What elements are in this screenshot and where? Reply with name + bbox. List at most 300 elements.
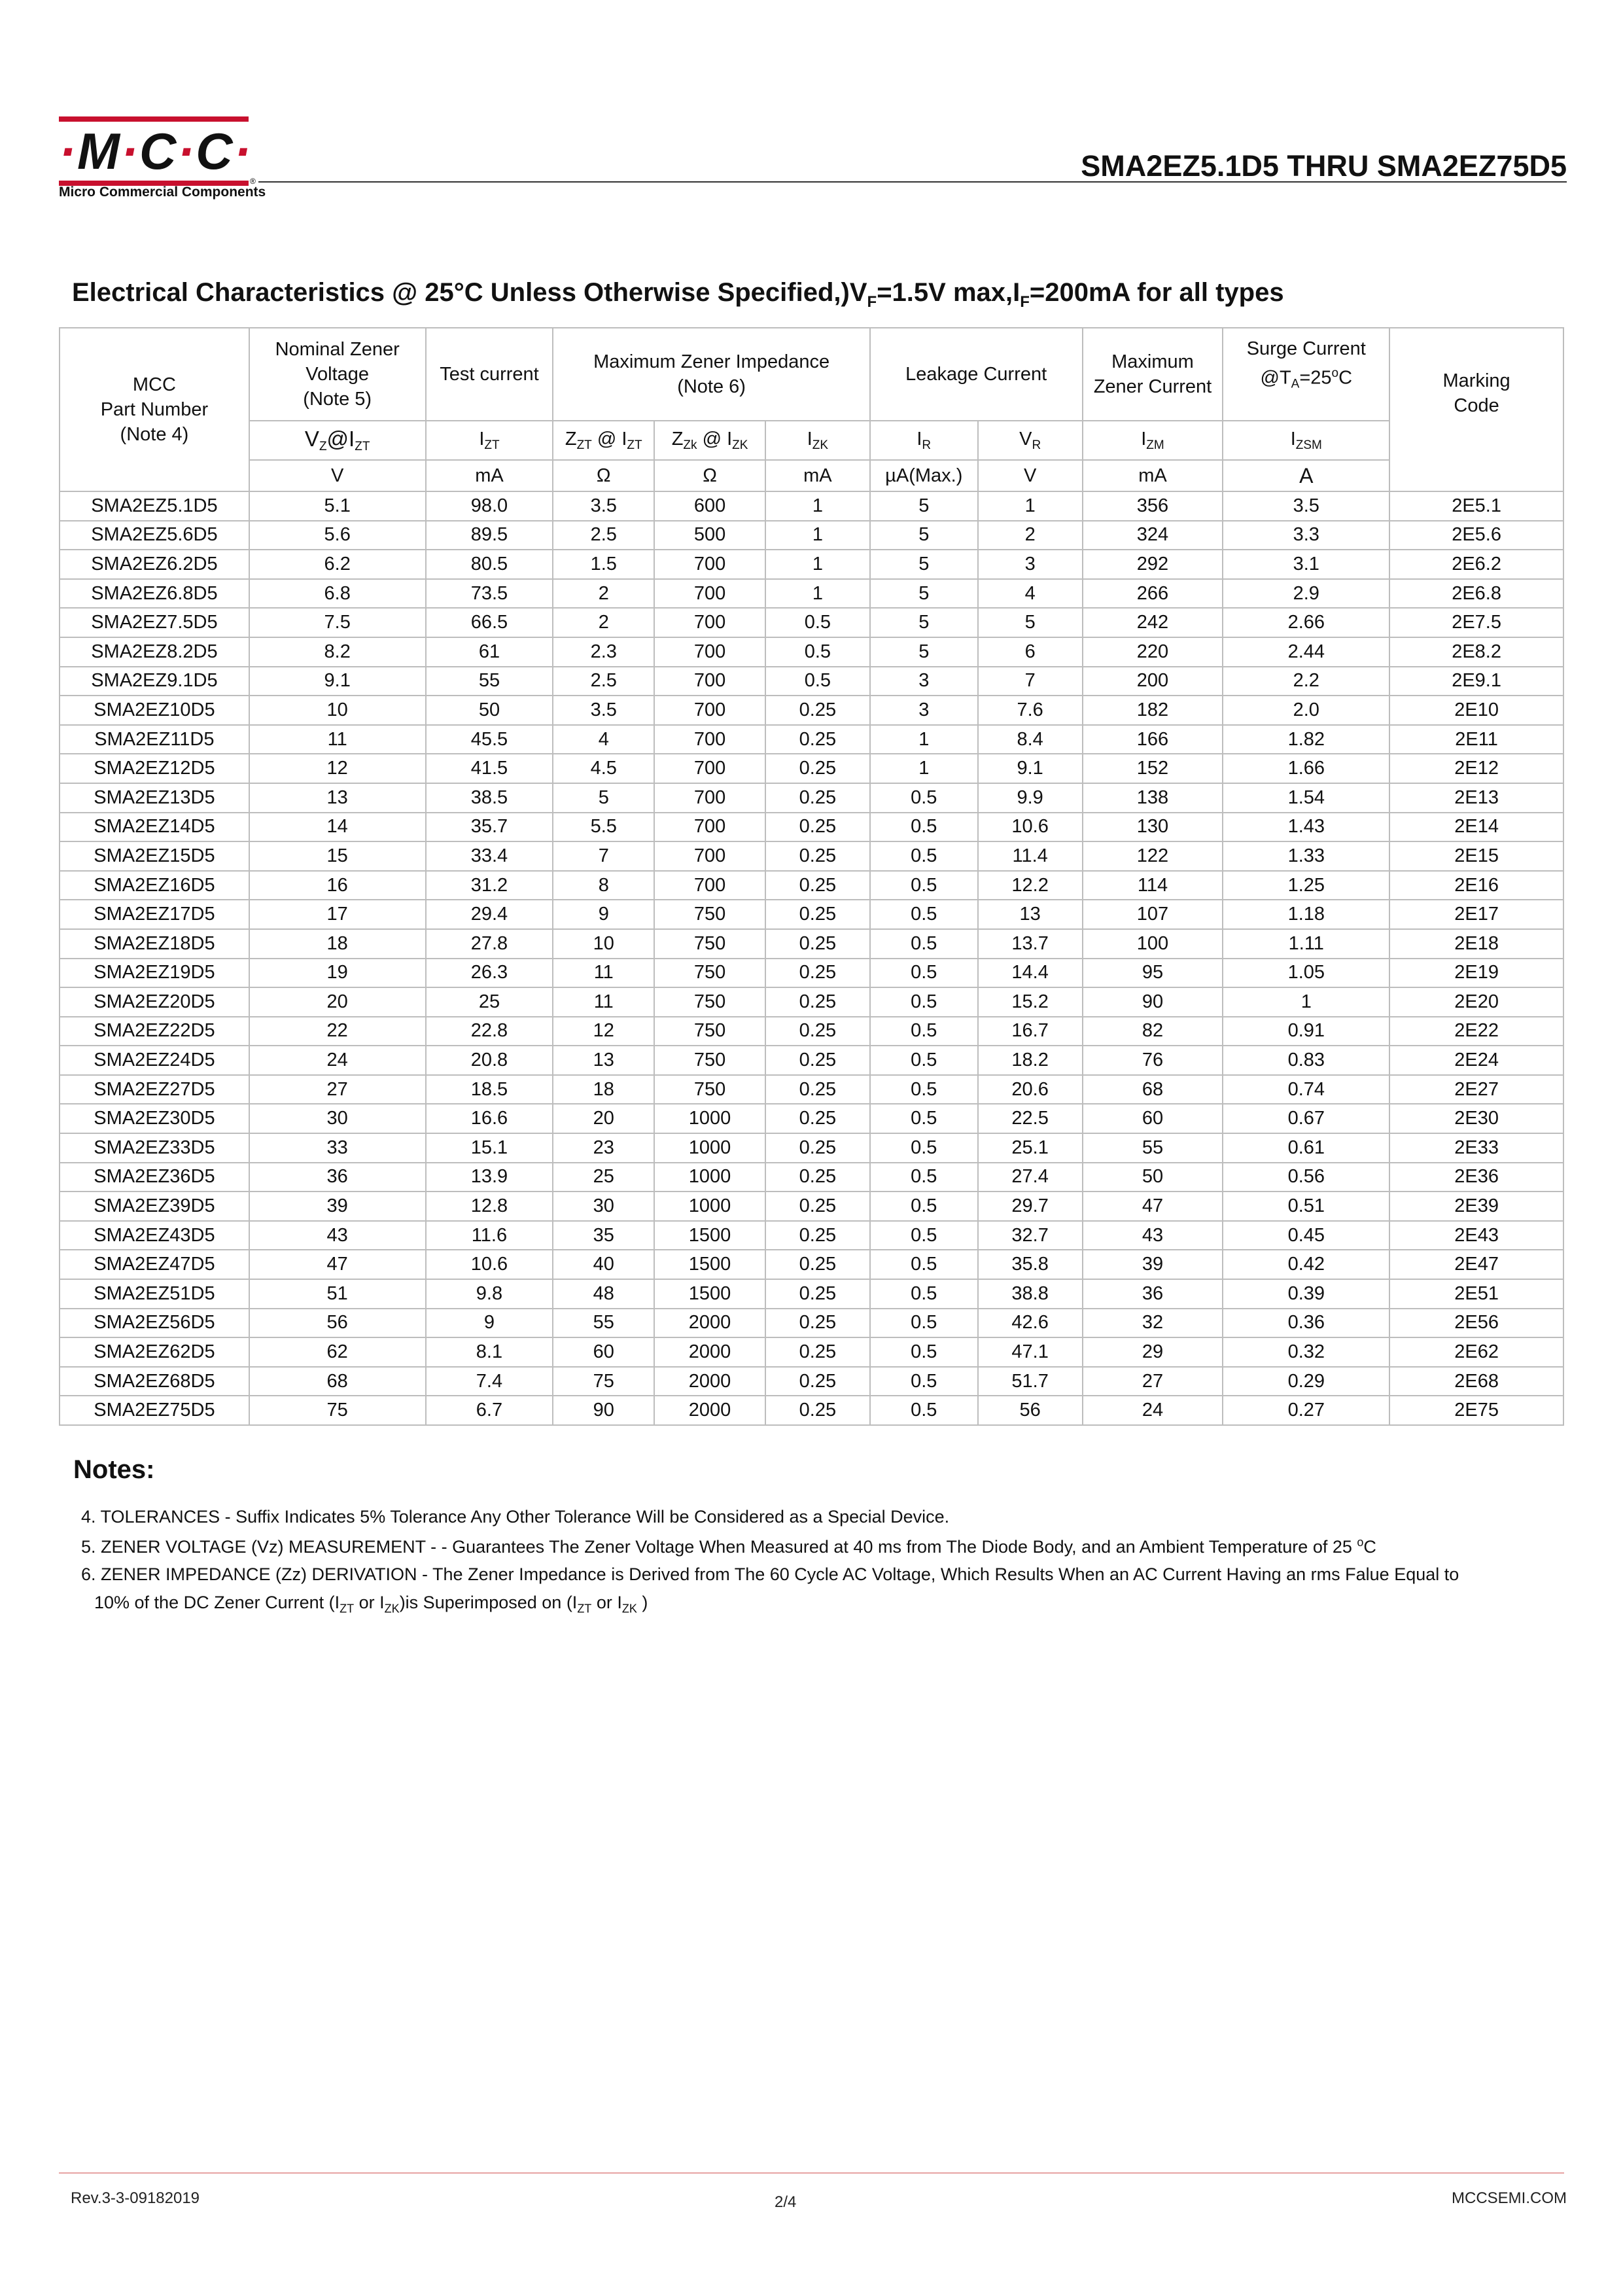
cell-ir: 0.5 (870, 1075, 978, 1104)
cell-izm: 68 (1083, 1075, 1223, 1104)
cell-vr: 27.4 (978, 1163, 1083, 1192)
cell-zzk: 750 (654, 1075, 765, 1104)
cell-zzk: 500 (654, 521, 765, 550)
cell-izsm: 0.51 (1223, 1192, 1389, 1221)
cell-izsm: 1.25 (1223, 871, 1389, 900)
cell-zzt: 30 (553, 1192, 654, 1221)
cell-izsm: 1.11 (1223, 929, 1389, 959)
cell-ir: 5 (870, 550, 978, 579)
notes-title: Notes: (73, 1455, 155, 1484)
cell-vr: 8.4 (978, 725, 1083, 754)
table-row (60, 579, 1563, 609)
cell-marking-code: 2E9.1 (1389, 667, 1563, 696)
cell-ir: 0.5 (870, 1309, 978, 1338)
table-row (60, 696, 1563, 725)
cell-marking-code: 2E14 (1389, 813, 1563, 842)
cell-part-number: SMA2EZ19D5 (60, 959, 249, 988)
cell-izk: 0.25 (765, 1337, 870, 1367)
cell-zzt: 20 (553, 1104, 654, 1133)
cell-izsm: 0.42 (1223, 1250, 1389, 1279)
cell-izm: 43 (1083, 1221, 1223, 1250)
cell-izk: 0.25 (765, 696, 870, 725)
cell-ir: 0.5 (870, 1250, 978, 1279)
cell-izk: 0.25 (765, 1250, 870, 1279)
cell-izk: 0.25 (765, 1017, 870, 1046)
footer-rule (59, 2172, 1564, 2174)
cell-zzt: 2.5 (553, 521, 654, 550)
cell-izsm: 1.33 (1223, 841, 1389, 871)
cell-izm: 242 (1083, 608, 1223, 637)
cell-izk: 0.25 (765, 929, 870, 959)
cell-part-number: SMA2EZ56D5 (60, 1309, 249, 1338)
cell-izt: 29.4 (426, 900, 553, 929)
cell-zzk: 750 (654, 959, 765, 988)
table-row (60, 1221, 1563, 1250)
note-6: 6. ZENER IMPEDANCE (Zz) DERIVATION - The Zener Impedance is Derived from The 60 Cycle AC Voltage, Which Results When an AC Current Having an rms Falue Equal to (81, 1564, 1459, 1584)
cell-izk: 0.25 (765, 754, 870, 783)
cell-zzk: 700 (654, 667, 765, 696)
page-number: 2/4 (775, 2193, 797, 2211)
cell-marking-code: 2E47 (1389, 1250, 1563, 1279)
cell-marking-code: 2E11 (1389, 725, 1563, 754)
registered-mark: ® (250, 177, 256, 186)
table-row (60, 871, 1563, 900)
cell-marking-code: 2E18 (1389, 929, 1563, 959)
cell-vz: 51 (249, 1279, 426, 1309)
cell-part-number: SMA2EZ33D5 (60, 1133, 249, 1163)
cell-vz: 18 (249, 929, 426, 959)
cell-vz: 39 (249, 1192, 426, 1221)
cell-izk: 1 (765, 521, 870, 550)
cell-part-number: SMA2EZ75D5 (60, 1396, 249, 1425)
table-row (60, 841, 1563, 871)
cell-izm: 182 (1083, 696, 1223, 725)
cell-marking-code: 2E36 (1389, 1163, 1563, 1192)
cell-part-number: SMA2EZ5.1D5 (60, 491, 249, 521)
cell-zzk: 700 (654, 579, 765, 609)
cell-izk: 0.25 (765, 1221, 870, 1250)
cell-izt: 25 (426, 987, 553, 1017)
cell-zzt: 60 (553, 1337, 654, 1367)
cell-vr: 3 (978, 550, 1083, 579)
cell-marking-code: 2E5.6 (1389, 521, 1563, 550)
cell-izt: 31.2 (426, 871, 553, 900)
cell-izt: 12.8 (426, 1192, 553, 1221)
table-row (60, 491, 1563, 521)
cell-vr: 29.7 (978, 1192, 1083, 1221)
table-row (60, 900, 1563, 929)
cell-vz: 6.2 (249, 550, 426, 579)
cell-part-number: SMA2EZ5.6D5 (60, 521, 249, 550)
cell-ir: 5 (870, 608, 978, 637)
cell-izk: 0.25 (765, 1133, 870, 1163)
cell-zzt: 55 (553, 1309, 654, 1338)
cell-izk: 1 (765, 550, 870, 579)
table-row (60, 1017, 1563, 1046)
cell-izsm: 1.82 (1223, 725, 1389, 754)
cell-marking-code: 2E6.2 (1389, 550, 1563, 579)
table-row (60, 813, 1563, 842)
unit-izsm: A (1223, 460, 1389, 491)
cell-marking-code: 2E17 (1389, 900, 1563, 929)
cell-vz: 14 (249, 813, 426, 842)
cell-izk: 0.25 (765, 1104, 870, 1133)
cell-vz: 9.1 (249, 667, 426, 696)
cell-izk: 0.25 (765, 783, 870, 813)
cell-izk: 1 (765, 491, 870, 521)
cell-izm: 166 (1083, 725, 1223, 754)
cell-vr: 13.7 (978, 929, 1083, 959)
website-link[interactable]: MCCSEMI.COM (1452, 2189, 1567, 2207)
cell-part-number: SMA2EZ51D5 (60, 1279, 249, 1309)
cell-izt: 33.4 (426, 841, 553, 871)
cell-zzt: 3.5 (553, 696, 654, 725)
cell-marking-code: 2E51 (1389, 1279, 1563, 1309)
symbol-izt: $I_{ZT}$ (426, 421, 553, 460)
cell-izsm: 3.3 (1223, 521, 1389, 550)
cell-izt: 35.7 (426, 813, 553, 842)
cell-izsm: 0.29 (1223, 1367, 1389, 1396)
cell-vr: 12.2 (978, 871, 1083, 900)
cell-izm: 27 (1083, 1367, 1223, 1396)
cell-part-number: SMA2EZ30D5 (60, 1104, 249, 1133)
cell-zzk: 750 (654, 987, 765, 1017)
cell-part-number: SMA2EZ10D5 (60, 696, 249, 725)
cell-vr: 22.5 (978, 1104, 1083, 1133)
cell-ir: 1 (870, 725, 978, 754)
cell-izt: 73.5 (426, 579, 553, 609)
cell-izm: 220 (1083, 637, 1223, 667)
cell-vz: 19 (249, 959, 426, 988)
cell-izm: 266 (1083, 579, 1223, 609)
cell-vz: 33 (249, 1133, 426, 1163)
symbol-vr: $V_R$ (978, 421, 1083, 460)
cell-part-number: SMA2EZ22D5 (60, 1017, 249, 1046)
cell-izm: 90 (1083, 987, 1223, 1017)
cell-vz: 22 (249, 1017, 426, 1046)
cell-izt: 20.8 (426, 1046, 553, 1075)
cell-ir: 5 (870, 521, 978, 550)
cell-izt: 15.1 (426, 1133, 553, 1163)
cell-zzk: 700 (654, 725, 765, 754)
cell-izk: 0.5 (765, 637, 870, 667)
cell-vz: 12 (249, 754, 426, 783)
table-row (60, 1367, 1563, 1396)
cell-izm: 138 (1083, 783, 1223, 813)
table-row (60, 521, 1563, 550)
cell-izt: 7.4 (426, 1367, 553, 1396)
cell-part-number: SMA2EZ7.5D5 (60, 608, 249, 637)
document-title: SMA2EZ5.1D5 THRU SMA2EZ75D5 (1081, 149, 1567, 183)
company-name: Micro Commercial Components (59, 185, 266, 200)
cell-part-number: SMA2EZ27D5 (60, 1075, 249, 1104)
cell-izk: 0.25 (765, 1279, 870, 1309)
cell-izt: 8.1 (426, 1337, 553, 1367)
cell-part-number: SMA2EZ17D5 (60, 900, 249, 929)
cell-vz: 13 (249, 783, 426, 813)
cell-zzt: 2.5 (553, 667, 654, 696)
cell-vr: 51.7 (978, 1367, 1083, 1396)
cell-izsm: 2.44 (1223, 637, 1389, 667)
cell-izsm: 1.18 (1223, 900, 1389, 929)
cell-vz: 16 (249, 871, 426, 900)
cell-ir: 0.5 (870, 1133, 978, 1163)
cell-vr: 9.1 (978, 754, 1083, 783)
cell-vr: 38.8 (978, 1279, 1083, 1309)
cell-izm: 55 (1083, 1133, 1223, 1163)
cell-zzt: 12 (553, 1017, 654, 1046)
cell-vr: 10.6 (978, 813, 1083, 842)
cell-izsm: 2.9 (1223, 579, 1389, 609)
cell-zzt: 4 (553, 725, 654, 754)
cell-zzt: 40 (553, 1250, 654, 1279)
cell-marking-code: 2E10 (1389, 696, 1563, 725)
cell-izm: 29 (1083, 1337, 1223, 1367)
cell-zzt: 11 (553, 987, 654, 1017)
cell-vr: 7 (978, 667, 1083, 696)
table-row (60, 667, 1563, 696)
table-row (60, 1163, 1563, 1192)
unit-zzk: Ω (654, 460, 765, 491)
unit-izk: mA (765, 460, 870, 491)
cell-ir: 0.5 (870, 1279, 978, 1309)
cell-marking-code: 2E33 (1389, 1133, 1563, 1163)
table-row (60, 1075, 1563, 1104)
cell-vz: 5.6 (249, 521, 426, 550)
cell-part-number: SMA2EZ36D5 (60, 1163, 249, 1192)
cell-izsm: 0.56 (1223, 1163, 1389, 1192)
cell-ir: 1 (870, 754, 978, 783)
cell-izt: 45.5 (426, 725, 553, 754)
cell-part-number: SMA2EZ47D5 (60, 1250, 249, 1279)
cell-zzk: 2000 (654, 1309, 765, 1338)
table-row (60, 959, 1563, 988)
cell-izm: 36 (1083, 1279, 1223, 1309)
cell-izk: 0.25 (765, 725, 870, 754)
cell-vz: 47 (249, 1250, 426, 1279)
cell-zzt: 13 (553, 1046, 654, 1075)
section-title: Electrical Characteristics @ 25°C Unless Otherwise $Specified,)V_F=1.5V$ $\max,I_F=200mA$ for all types (72, 278, 1284, 311)
cell-marking-code: 2E7.5 (1389, 608, 1563, 637)
cell-izsm: 0.45 (1223, 1221, 1389, 1250)
cell-ir: 3 (870, 696, 978, 725)
cell-vr: 6 (978, 637, 1083, 667)
cell-vz: 11 (249, 725, 426, 754)
cell-vz: 27 (249, 1075, 426, 1104)
cell-izsm: 0.83 (1223, 1046, 1389, 1075)
cell-zzk: 700 (654, 871, 765, 900)
cell-izk: 0.25 (765, 841, 870, 871)
unit-izm: mA (1083, 460, 1223, 491)
cell-izsm: 1.54 (1223, 783, 1389, 813)
cell-vz: 36 (249, 1163, 426, 1192)
cell-izt: 10.6 (426, 1250, 553, 1279)
cell-izm: 76 (1083, 1046, 1223, 1075)
cell-part-number: SMA2EZ24D5 (60, 1046, 249, 1075)
cell-zzt: 2.3 (553, 637, 654, 667)
cell-izk: 1 (765, 579, 870, 609)
cell-marking-code: 2E43 (1389, 1221, 1563, 1250)
cell-izk: 0.25 (765, 1163, 870, 1192)
cell-marking-code: 2E13 (1389, 783, 1563, 813)
cell-marking-code: 2E16 (1389, 871, 1563, 900)
symbol-zzk: $Z_{Zk}$ @ $I_{ZK}$ (654, 421, 765, 460)
cell-vr: 2 (978, 521, 1083, 550)
cell-izm: 24 (1083, 1396, 1223, 1425)
cell-part-number: SMA2EZ12D5 (60, 754, 249, 783)
cell-zzt: 18 (553, 1075, 654, 1104)
cell-izsm: 0.91 (1223, 1017, 1389, 1046)
cell-part-number: SMA2EZ20D5 (60, 987, 249, 1017)
cell-izm: 122 (1083, 841, 1223, 871)
cell-zzk: 700 (654, 813, 765, 842)
cell-izt: 61 (426, 637, 553, 667)
cell-vz: 7.5 (249, 608, 426, 637)
revision-label: Rev.3-3-09182019 (71, 2189, 200, 2207)
cell-zzk: 2000 (654, 1337, 765, 1367)
cell-part-number: SMA2EZ6.8D5 (60, 579, 249, 609)
unit-zzt: Ω (553, 460, 654, 491)
cell-izt: 13.9 (426, 1163, 553, 1192)
cell-izt: 11.6 (426, 1221, 553, 1250)
cell-zzk: 700 (654, 841, 765, 871)
cell-izm: 50 (1083, 1163, 1223, 1192)
cell-zzk: 600 (654, 491, 765, 521)
cell-izt: 22.8 (426, 1017, 553, 1046)
cell-vz: 30 (249, 1104, 426, 1133)
cell-zzt: 2 (553, 608, 654, 637)
cell-zzk: 2000 (654, 1396, 765, 1425)
cell-zzt: 5.5 (553, 813, 654, 842)
cell-zzt: 90 (553, 1396, 654, 1425)
cell-izt: 26.3 (426, 959, 553, 988)
cell-vr: 42.6 (978, 1309, 1083, 1338)
cell-vz: 43 (249, 1221, 426, 1250)
cell-ir: 5 (870, 637, 978, 667)
cell-vr: 4 (978, 579, 1083, 609)
cell-ir: 0.5 (870, 1396, 978, 1425)
cell-zzt: 35 (553, 1221, 654, 1250)
cell-ir: 0.5 (870, 987, 978, 1017)
cell-izm: 32 (1083, 1309, 1223, 1338)
cell-marking-code: 2E22 (1389, 1017, 1563, 1046)
cell-zzt: 23 (553, 1133, 654, 1163)
cell-marking-code: 2E8.2 (1389, 637, 1563, 667)
cell-ir: 0.5 (870, 900, 978, 929)
cell-izm: 200 (1083, 667, 1223, 696)
cell-zzk: 700 (654, 637, 765, 667)
cell-zzk: 1000 (654, 1104, 765, 1133)
table-row (60, 1250, 1563, 1279)
cell-vz: 68 (249, 1367, 426, 1396)
cell-vz: 15 (249, 841, 426, 871)
unit-ir: µA(Max.) (870, 460, 978, 491)
cell-marking-code: 2E6.8 (1389, 579, 1563, 609)
cell-izsm: 1 (1223, 987, 1389, 1017)
cell-izt: 38.5 (426, 783, 553, 813)
cell-izsm: 1.43 (1223, 813, 1389, 842)
header-marking-code: Marking Code (1389, 328, 1563, 491)
cell-zzk: 1000 (654, 1192, 765, 1221)
cell-ir: 0.5 (870, 1337, 978, 1367)
cell-izt: 55 (426, 667, 553, 696)
cell-marking-code: 2E20 (1389, 987, 1563, 1017)
cell-marking-code: 2E75 (1389, 1396, 1563, 1425)
cell-ir: 0.5 (870, 959, 978, 988)
cell-part-number: SMA2EZ15D5 (60, 841, 249, 871)
cell-zzt: 11 (553, 959, 654, 988)
cell-izsm: 3.1 (1223, 550, 1389, 579)
cell-part-number: SMA2EZ14D5 (60, 813, 249, 842)
unit-izt: mA (426, 460, 553, 491)
cell-zzk: 750 (654, 929, 765, 959)
table-row (60, 637, 1563, 667)
cell-izsm: 0.74 (1223, 1075, 1389, 1104)
table-row (60, 1046, 1563, 1075)
cell-ir: 0.5 (870, 1046, 978, 1075)
cell-izm: 324 (1083, 521, 1223, 550)
cell-zzk: 700 (654, 783, 765, 813)
cell-zzt: 48 (553, 1279, 654, 1309)
cell-ir: 0.5 (870, 929, 978, 959)
cell-izt: 6.7 (426, 1396, 553, 1425)
cell-zzk: 700 (654, 754, 765, 783)
cell-vr: 11.4 (978, 841, 1083, 871)
note-4: 4. TOLERANCES - Suffix Indicates 5% Tolerance Any Other Tolerance Will be Considered as a Special Device. (81, 1507, 950, 1527)
cell-vr: 5 (978, 608, 1083, 637)
cell-vz: 24 (249, 1046, 426, 1075)
header-max-zener-impedance: Maximum Zener Impedance (Note 6) (553, 328, 869, 421)
cell-marking-code: 2E19 (1389, 959, 1563, 988)
cell-vr: 9.9 (978, 783, 1083, 813)
cell-ir: 5 (870, 491, 978, 521)
cell-izsm: 1.66 (1223, 754, 1389, 783)
unit-vr: V (978, 460, 1083, 491)
cell-ir: 0.5 (870, 1367, 978, 1396)
cell-zzk: 2000 (654, 1367, 765, 1396)
cell-vr: 16.7 (978, 1017, 1083, 1046)
cell-zzk: 1000 (654, 1133, 765, 1163)
cell-zzk: 750 (654, 1046, 765, 1075)
cell-zzt: 9 (553, 900, 654, 929)
cell-izm: 152 (1083, 754, 1223, 783)
table-row (60, 987, 1563, 1017)
header-test-current: Test current (426, 328, 553, 421)
header-part-number: MCC Part Number (Note 4) (60, 328, 249, 491)
cell-zzk: 750 (654, 900, 765, 929)
cell-zzt: 5 (553, 783, 654, 813)
symbol-izm: $I_{ZM}$ (1083, 421, 1223, 460)
cell-zzt: 10 (553, 929, 654, 959)
cell-izsm: 0.32 (1223, 1337, 1389, 1367)
cell-izsm: 3.5 (1223, 491, 1389, 521)
cell-zzt: 7 (553, 841, 654, 871)
table-row (60, 1192, 1563, 1221)
cell-part-number: SMA2EZ18D5 (60, 929, 249, 959)
cell-izt: 27.8 (426, 929, 553, 959)
symbol-ir: $I_R$ (870, 421, 978, 460)
cell-izm: 82 (1083, 1017, 1223, 1046)
cell-ir: 0.5 (870, 1017, 978, 1046)
cell-zzk: 1500 (654, 1250, 765, 1279)
cell-izk: 0.25 (765, 987, 870, 1017)
cell-part-number: SMA2EZ16D5 (60, 871, 249, 900)
cell-vz: 5.1 (249, 491, 426, 521)
cell-izm: 95 (1083, 959, 1223, 988)
cell-vr: 1 (978, 491, 1083, 521)
table-row (60, 1396, 1563, 1425)
cell-zzt: 3.5 (553, 491, 654, 521)
